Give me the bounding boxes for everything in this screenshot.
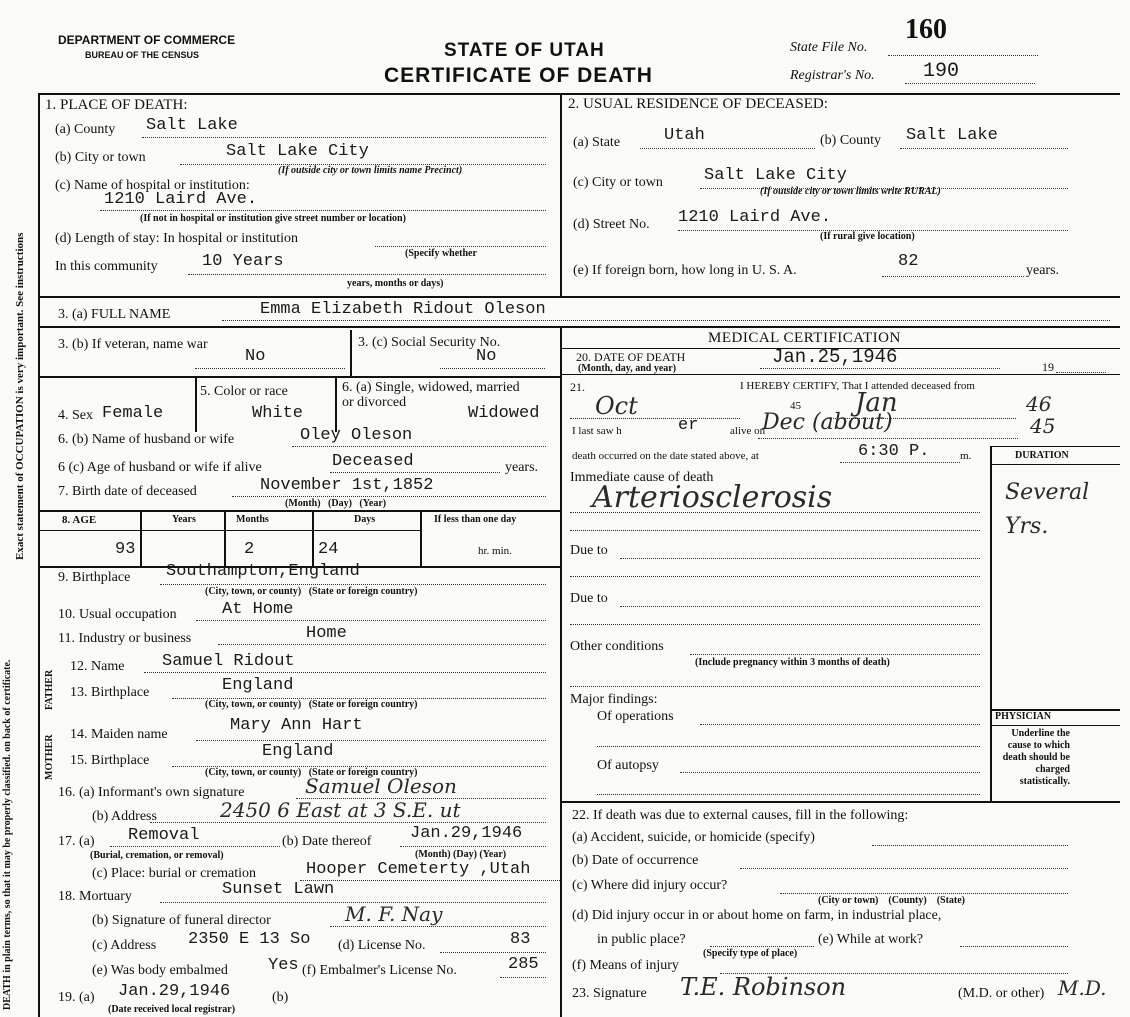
mother-bp-value: England [262, 742, 334, 761]
lastsaw-h-value: er [678, 416, 699, 435]
external-e: (e) While at work? [818, 932, 924, 947]
occupation-value: At Home [222, 600, 294, 619]
occupation-label: 10. Usual occupation [58, 607, 177, 622]
burial-date-label: (b) Date thereof [282, 834, 372, 849]
full-name-value: Emma Elizabeth Ridout Oleson [260, 300, 546, 319]
place-label: (c) Place: burial or cremation [92, 866, 257, 881]
industry-label: 11. Industry or business [58, 631, 192, 646]
father-name-label: 12. Name [70, 659, 125, 674]
burial-date-note: (Month) (Day) (Year) [415, 849, 507, 860]
state-file-number: 160 [905, 14, 947, 45]
date-of-death-value: Jan.25,1946 [772, 346, 898, 368]
external-f: (f) Means of injury [572, 958, 679, 973]
informant-label: 16. (a) Informant's own signature [58, 785, 245, 800]
res-street-note: (If rural give location) [820, 231, 915, 242]
father-side-label: FATHER [44, 669, 55, 710]
color-label: 5. Color or race [200, 384, 288, 399]
external-d: (d) Did injury occur in or about home on farm, in industrial place, [572, 908, 942, 923]
age-hr-min: hr. min. [478, 545, 512, 557]
age-label: 8. AGE [62, 514, 97, 526]
embalmer-label: (f) Embalmer's License No. [302, 963, 457, 978]
lastsaw-year: 45 [1030, 414, 1056, 438]
informant-address-value: 2450 6 East at 3 S.E. ut [220, 798, 461, 822]
res-street-value: 1210 Laird Ave. [678, 208, 832, 227]
res-city-value: Salt Lake City [704, 166, 847, 185]
place-of-death-title: 1. PLACE OF DEATH: [45, 97, 188, 113]
birthplace-label: 9. Birthplace [58, 570, 131, 585]
other-conditions-label: Other conditions [570, 639, 664, 654]
embalmer-value: 285 [508, 955, 539, 974]
signature-md-value: M.D. [1058, 976, 1107, 1000]
res-county-label: (b) County [820, 133, 882, 148]
director-label: (b) Signature of funeral director [92, 913, 271, 928]
external-c-note: (City or town) (County) (State) [818, 895, 966, 906]
mother-name-label: 14. Maiden name [70, 727, 168, 742]
duration-label: DURATION [1015, 450, 1069, 461]
alive-on-label: alive on [730, 425, 766, 437]
director-signature: M. F. Nay [345, 902, 443, 926]
lastsaw-label: I last saw h [572, 425, 622, 437]
burial-date-value: Jan.29,1946 [410, 824, 523, 843]
ss-value: No [476, 347, 497, 366]
place-value: Hooper Cemeterty ,Utah [306, 860, 531, 879]
marital-value: Widowed [468, 404, 540, 423]
operations-label: Of operations [597, 709, 674, 724]
spouse-value: Oley Oleson [300, 426, 413, 445]
father-bp-value: England [222, 676, 294, 695]
res-state-label: (a) State [573, 135, 621, 150]
death-time-m: m. [960, 450, 972, 462]
autopsy-label: Of autopsy [597, 758, 659, 773]
father-name-value: Samuel Ridout [162, 652, 295, 671]
signature-md-label: (M.D. or other) [958, 986, 1045, 1001]
age-lt-label: If less than one day [434, 514, 517, 525]
birthplace-value: Southampton,England [166, 562, 360, 581]
embalmed-value: Yes [268, 956, 299, 975]
embalmed-label: (e) Was body embalmed [92, 963, 228, 978]
informant-signature: Samuel Oleson [305, 774, 457, 798]
res-county-value: Salt Lake [906, 126, 998, 145]
registrar-label: Registrar's No. [790, 68, 875, 83]
state-title: STATE OF UTAH [444, 40, 605, 61]
birth-value: November 1st,1852 [260, 476, 434, 495]
death-time: 6:30 P. [858, 442, 930, 461]
received-label: 19. (a) [58, 990, 95, 1005]
mother-bp-note: (City, town, or county) (State or foreign country) [205, 767, 418, 778]
marital-label: 6. (a) Single, widowed, married or divorced [342, 380, 520, 410]
res-city-label: (c) City or town [573, 175, 663, 190]
major-findings-label: Major findings: [570, 692, 658, 707]
veteran-value: No [245, 347, 266, 366]
age-years-label: Years [172, 514, 196, 525]
state-file-label: State File No. [790, 40, 868, 55]
birth-label: 7. Birth date of deceased [58, 484, 197, 499]
received-note: (Date received local registrar) [108, 1004, 236, 1015]
age-days-label: Days [354, 514, 376, 525]
license-label: (d) License No. [338, 938, 426, 953]
ss-label: 3. (c) Social Security No. [358, 335, 501, 350]
death-city-value: Salt Lake City [226, 142, 369, 161]
external-b: (b) Date of occurrence [572, 853, 699, 868]
age-months-label: Months [236, 514, 269, 525]
bureau-label: BUREAU OF THE CENSUS [85, 50, 200, 60]
lastsaw-date: Dec (about) [762, 410, 893, 435]
age-days-value: 24 [318, 540, 339, 559]
due-to-2-label: Due to [570, 591, 608, 606]
certificate-title: CERTIFICATE OF DEATH [384, 64, 653, 87]
hospital-label: (c) Name of hospital or institution: [55, 178, 250, 193]
external-c: (c) Where did injury occur? [572, 878, 728, 893]
res-foreign-label: (e) If foreign born, how long in U. S. A. [573, 263, 797, 278]
signature-label: 23. Signature [572, 986, 647, 1001]
immediate-cause-label: Immediate cause of death [570, 470, 714, 485]
res-state-value: Utah [664, 126, 705, 145]
other-conditions-note: (Include pregnancy within 3 months of death) [695, 657, 890, 668]
stay-note: (Specify whether [405, 248, 477, 259]
death-city-label: (b) City or town [55, 150, 146, 165]
informant-address-label: (b) Address [92, 809, 157, 824]
mort-address-label: (c) Address [92, 938, 157, 953]
attended-to-year: 46 [1026, 392, 1052, 416]
death-city-note: (If outside city or town limits name Precinct) [278, 165, 463, 176]
mortuary-value: Sunset Lawn [222, 880, 335, 899]
res-street-label: (d) Street No. [573, 217, 650, 232]
date-19: 19 [1042, 360, 1054, 374]
certify-num: 21. [570, 380, 585, 394]
mortuary-label: 18. Mortuary [58, 889, 132, 904]
death-county-value: Salt Lake [146, 116, 238, 135]
spouse-age-value: Deceased [332, 452, 414, 471]
physician-note: Underline the cause to which death should be charged statistically. [1002, 728, 1070, 787]
spouse-age-label: 6 (c) Age of husband or wife if alive [58, 460, 262, 475]
certify-text: I HEREBY CERTIFY, That I attended deceased from [740, 380, 975, 392]
community-note: years, months or days) [347, 278, 444, 289]
father-bp-note: (City, town, or county) (State or foreign country) [205, 699, 418, 710]
age-years-value: 93 [115, 540, 136, 559]
duration-value: Several Yrs. [1005, 480, 1090, 539]
industry-value: Home [306, 624, 347, 643]
full-name-label: 3. (a) FULL NAME [58, 307, 171, 322]
side-instruction-note: Exact statement of OCCUPATION is very important. See instructions [14, 232, 26, 560]
registrar-number: 190 [923, 60, 960, 83]
external-a: (a) Accident, suicide, or homicide (specify) [572, 830, 815, 845]
date-of-death-note: (Month, day, and year) [578, 363, 677, 374]
birth-cols-note: (Month) (Day) (Year) [285, 498, 387, 509]
burial-value: Removal [128, 826, 200, 845]
attended-from-year: 45 [790, 400, 801, 412]
age-months-value: 2 [244, 540, 255, 559]
due-to-1-label: Due to [570, 543, 608, 558]
color-value: White [252, 404, 304, 423]
attended-from: Oct [595, 392, 638, 420]
attended-to: Jan [855, 388, 898, 418]
res-city-note: (If outside city or town limits write RURAL) [760, 186, 941, 197]
side-instruction-note-left: DEATH in plain terms, so that it may be properly classified. on back of certificate. [2, 659, 13, 1010]
license-value: 83 [510, 930, 531, 949]
death-occurred-label: death occurred on the date stated above, at [572, 450, 759, 462]
dept-label: DEPARTMENT OF COMMERCE [58, 33, 236, 47]
received-value: Jan.29,1946 [118, 982, 231, 1001]
mother-name-value: Mary Ann Hart [230, 716, 363, 735]
community-label: In this community [55, 259, 158, 274]
medical-title: MEDICAL CERTIFICATION [708, 330, 901, 346]
physician-box-label: PHYSICIAN [995, 711, 1052, 722]
spouse-age-years: years. [505, 460, 539, 475]
hospital-note: (If not in hospital or institution give street number or location) [140, 213, 406, 224]
residence-title: 2. USUAL RESIDENCE OF DECEASED: [568, 96, 828, 112]
death-county-label: (a) County [55, 122, 116, 137]
physician-signature: T.E. Robinson [680, 973, 847, 1001]
burial-label: 17. (a) [58, 834, 95, 849]
mort-address-value: 2350 E 13 So [188, 930, 311, 949]
stay-label: (d) Length of stay: In hospital or institution [55, 231, 299, 246]
spouse-label: 6. (b) Name of husband or wife [58, 432, 235, 447]
external-f-note: (Specify type of place) [703, 948, 798, 959]
mother-bp-label: 15. Birthplace [70, 753, 150, 768]
sex-value: Female [102, 404, 164, 423]
birthplace-note: (City, town, or county) (State or foreign country) [205, 586, 418, 597]
date-of-death-label: 20. DATE OF DEATH [576, 350, 686, 364]
community-value: 10 Years [202, 252, 284, 271]
external-d2: in public place? [597, 932, 686, 947]
burial-note: (Burial, cremation, or removal) [90, 850, 224, 861]
veteran-label: 3. (b) If veteran, name war [58, 337, 208, 352]
father-bp-label: 13. Birthplace [70, 685, 150, 700]
external-title: 22. If death was due to external causes, fill in the following: [572, 808, 909, 823]
immediate-cause-value: Arteriosclerosis [592, 480, 833, 515]
hospital-value: 1210 Laird Ave. [104, 190, 258, 209]
res-years-label: years. [1026, 263, 1060, 278]
mother-side-label: MOTHER [44, 734, 55, 780]
res-foreign-value: 82 [898, 252, 919, 271]
received-b-label: (b) [272, 990, 289, 1005]
sex-label: 4. Sex [58, 408, 93, 423]
